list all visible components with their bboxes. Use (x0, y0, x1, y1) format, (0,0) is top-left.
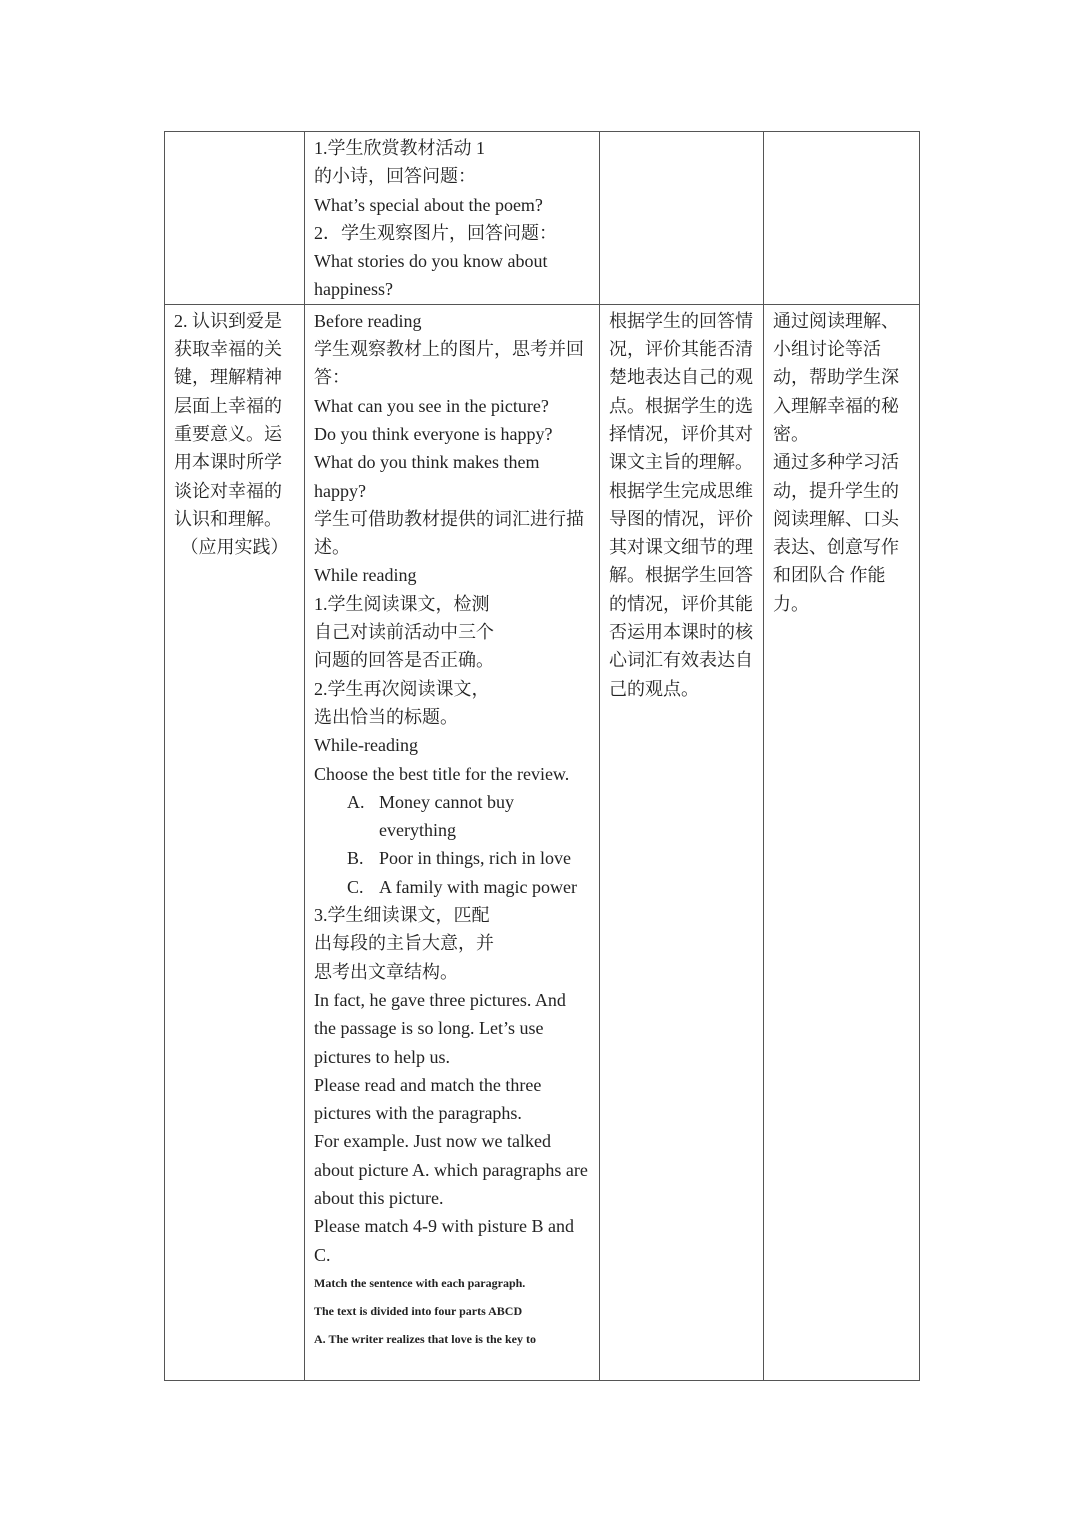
activity-line: What stories do you know about happiness? (314, 251, 548, 300)
activity-line: Choose the best title for the review. (314, 763, 570, 784)
table-row (165, 132, 920, 305)
small-bold-line: Match the sentence with each paragraph. (314, 1275, 526, 1290)
intent-cell-empty (764, 132, 920, 305)
activity-cell (305, 132, 600, 305)
activity-line: 的小诗，回答问题： (314, 166, 476, 187)
activity-line: What do you think makes them happy? (314, 452, 540, 501)
activity-line: 自己对读前活动中三个 (314, 622, 494, 643)
activity-line: 3.学生细读课文，匹配 (314, 905, 490, 926)
activity-line: 2.学生再次阅读课文， (314, 678, 490, 699)
intent-cell (764, 304, 920, 1380)
activity-line: 思考出文章结构。 (314, 961, 458, 982)
goal-cell-empty (165, 132, 305, 305)
option-text: Money cannot buy everything (379, 791, 514, 841)
activity-line: While reading (314, 565, 417, 586)
intent-text: 通过阅读理解、小组讨论等活动，帮助学生深入理解幸福的秘密。 (773, 310, 899, 444)
activity-line: In fact, he gave three pictures. And the passage is so long. Let’s use pictures to help us. (314, 989, 566, 1067)
option-item (347, 788, 590, 845)
activity-line: 学生观察教材上的图片，思考并回答： (314, 339, 584, 388)
goal-tag: （应用实践） (180, 537, 289, 558)
activity-line: Do you think everyone is happy? (314, 423, 553, 444)
lesson-plan-table (164, 131, 920, 1381)
small-bold-line: The text is divided into four parts ABCD (314, 1304, 523, 1319)
option-label: C. (347, 876, 364, 897)
option-label: A. (347, 791, 365, 812)
evaluation-text: 根据学生的回答情况，评价其能否清楚地表达自己的观点。根据学生的选择情况，评价其对课文主旨的理解。根据学生完成思维导图的情况，评价其对课文细节的理解。根据学生回答的情况，评价其能否运用本课时的核心词汇有效表达自己的观点。 (609, 310, 753, 699)
option-item (347, 873, 590, 901)
goal-text: 2. 认识到爱是获取幸福的关键，理解精神层面上幸福的重要意义。运用本课时所学谈论对幸福的认识和理解。 (174, 310, 282, 529)
small-bold-line: A. The writer realizes that love is the key to (314, 1332, 536, 1347)
evaluation-cell-empty (600, 132, 764, 305)
intent-text: 通过多种学习活动，提升学生的阅读理解、口头表达、创意写作和团队合 作能力。 (773, 452, 899, 614)
option-label: B. (347, 848, 364, 869)
title-options-list (314, 788, 590, 901)
activity-line: Before reading (314, 310, 422, 331)
activity-line: 问题的回答是否正确。 (314, 650, 494, 671)
activity-line: While-reading (314, 735, 418, 756)
evaluation-cell (600, 304, 764, 1380)
option-item (347, 844, 590, 872)
activity-line: 学生可借助教材提供的词汇进行描述。 (314, 508, 584, 558)
activity-line: 2．学生观察图片，回答问题： (314, 222, 557, 243)
activity-line: 1.学生阅读课文，检测 (314, 593, 490, 614)
activity-line: Please read and match the three pictures with the paragraphs. (314, 1074, 542, 1124)
activity-line: 选出恰当的标题。 (314, 706, 458, 727)
activity-line: 1.学生欣赏教材活动 1 (314, 138, 485, 158)
activity-line: 出每段的主旨大意，并 (314, 933, 494, 954)
option-text: A family with magic power (379, 876, 577, 897)
activity-line: What can you see in the picture? (314, 395, 549, 416)
activity-line: What’s special about the poem? (314, 194, 543, 215)
option-text: Poor in things, rich in love (379, 848, 571, 869)
activity-line: For example. Just now we talked about picture A. which paragraphs are about this picture. (314, 1131, 588, 1208)
activity-cell (305, 304, 600, 1380)
goal-cell (165, 304, 305, 1380)
activity-line: Please match 4-9 with pisture B and C. (314, 1216, 574, 1265)
table-row (165, 304, 920, 1380)
